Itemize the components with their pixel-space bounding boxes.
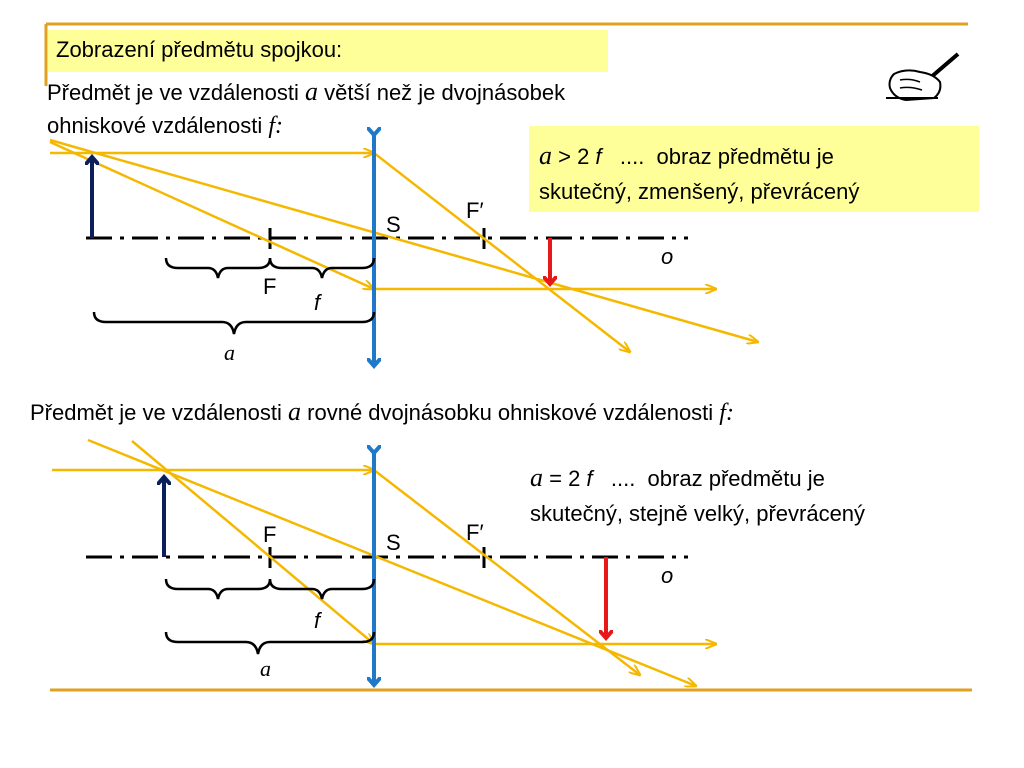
ray-through-F-1 <box>50 142 374 289</box>
case2-text <box>30 398 734 427</box>
case1-text-pre: Předmět je ve vzdálenosti <box>47 80 306 105</box>
case2-condition-result: .... obraz předmětu je <box>592 466 825 491</box>
label-a-2: a <box>260 656 271 681</box>
label-o-2: o <box>661 563 674 588</box>
case1-text-line2 <box>47 112 283 140</box>
brace-F-2 <box>166 579 270 599</box>
case1-condition-var: a <box>539 141 552 170</box>
slide-title: Zobrazení předmětu spojkou: <box>56 37 343 62</box>
case2-var-f: f: <box>719 400 734 426</box>
case1-text-post: větší než je dvojnásobek <box>318 80 566 105</box>
label-Fprime-1: F′ <box>466 198 484 223</box>
brace-f-2 <box>270 579 374 599</box>
case2-text-post: rovné dvojnásobku ohniskové vzdálenosti <box>301 400 720 425</box>
case1-condition-result: .... obraz předmětu je <box>601 144 834 169</box>
case2-condition-line2: skutečný, stejně velký, převrácený <box>530 501 866 526</box>
case2-condition-var: a <box>530 463 543 492</box>
case1-text-line2-body: ohniskové vzdálenosti <box>47 113 269 138</box>
label-S-2: S <box>386 530 401 555</box>
brace-f-1 <box>270 258 374 278</box>
case2-condition <box>530 464 825 493</box>
writing-hand-icon <box>886 54 958 100</box>
brace-F-1 <box>166 258 270 278</box>
case1-text-line1 <box>47 78 565 107</box>
case2-condition-f: f <box>586 466 593 491</box>
brace-a-2 <box>166 632 374 654</box>
label-a-1: a <box>224 340 235 365</box>
case1-var-a: a <box>305 77 319 106</box>
brace-a-1 <box>94 312 374 334</box>
label-Fprime-2: F′ <box>466 520 484 545</box>
label-F-2: F <box>263 522 277 547</box>
case1-var-f: f: <box>268 113 284 139</box>
case1-condition-rel: > 2 <box>552 144 596 169</box>
case2-text-pre: Předmět je ve vzdálenosti <box>30 400 289 425</box>
case1-condition <box>539 142 834 171</box>
case1-condition-f: f <box>595 144 602 169</box>
ray-through-F-2 <box>132 441 374 644</box>
label-o-1: o <box>661 244 674 269</box>
case2-var-a: a <box>288 397 302 426</box>
label-f-1: f <box>314 290 321 315</box>
case2-condition-rel: = 2 <box>543 466 587 491</box>
case1-condition-line2: skutečný, zmenšený, převrácený <box>539 179 860 204</box>
label-F-1: F <box>263 274 277 299</box>
label-S-1: S <box>386 212 401 237</box>
label-f-2: f <box>314 608 321 633</box>
